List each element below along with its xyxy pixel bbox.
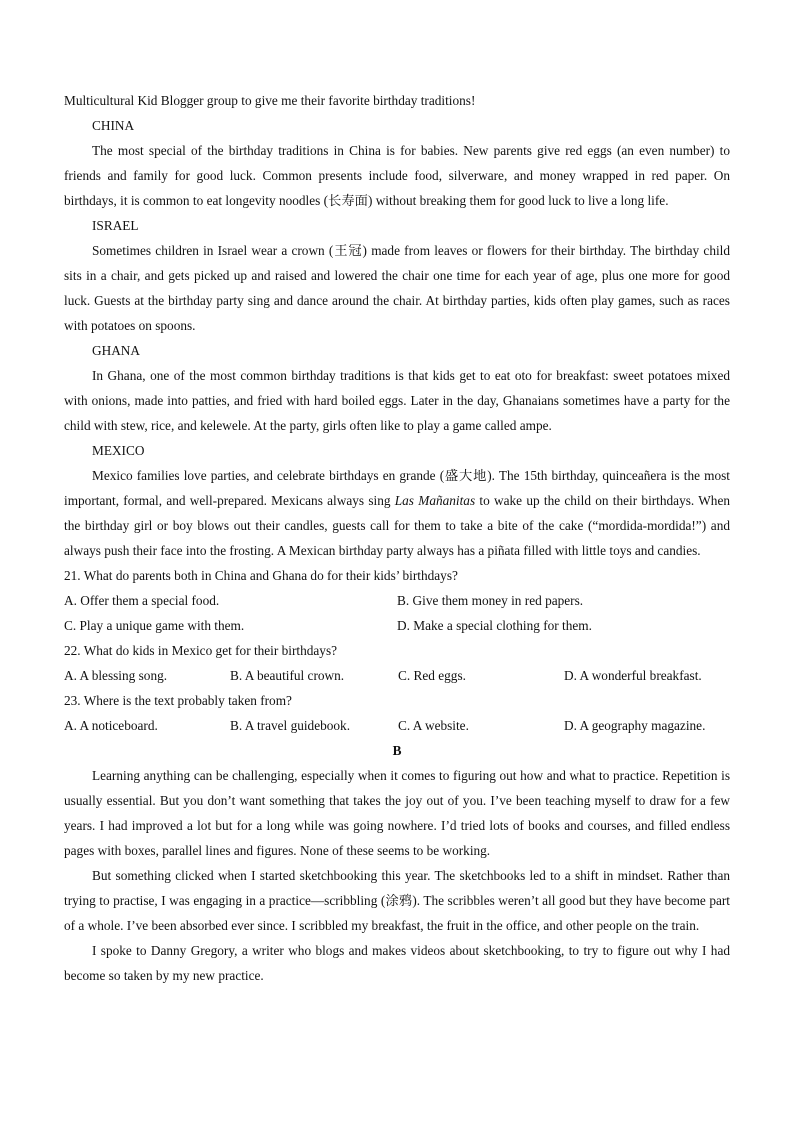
heading-china: CHINA — [92, 118, 135, 133]
intro-line: Multicultural Kid Blogger group to give me their favorite birthday traditions! — [64, 93, 476, 108]
option-21c: C. Play a unique game with them. — [64, 618, 245, 633]
option-21b: B. Give them money in red papers. — [397, 593, 584, 608]
heading-mexico: MEXICO — [92, 443, 145, 458]
question-22: 22. What do kids in Mexico get for their birthdays? — [64, 643, 338, 658]
question-21: 21. What do parents both in China and Ghana do for their kids’ birthdays? — [64, 568, 458, 583]
option-22b: B. A beautiful crown. — [230, 668, 345, 683]
section-b-paragraph: But something clicked when I started sketchbooking this year. The sketchbooks led to a shift in mindset. Rather than trying to practise, I was engaging in a practice—scribbling (涂鸦). The scribbles weren’t all good but they have become part of a whole. I’ve been absorbed ever since. I scribbled my breakfast, the fruit in the office, and other people on the train. — [64, 868, 730, 933]
paragraph-israel: Sometimes children in Israel wear a crown (王冠) made from leaves or flowers for their birthday. The birthday child sits in a chair, and gets picked up and raised and lowered the chair one time for each year of age, plus one more for good luck. Guests at the birthday party sing and dance around the chair. At birthday parties, kids often play games, such as races with potatoes on spoons. — [64, 243, 730, 333]
question-23: 23. Where is the text probably taken from? — [64, 693, 292, 708]
document-page — [64, 88, 730, 988]
option-22a: A. A blessing song. — [64, 668, 168, 683]
section-b-paragraph: I spoke to Danny Gregory, a writer who blogs and makes videos about sketchbooking, to try to figure out why I had become so taken by my new practice. — [64, 943, 730, 983]
option-23a: A. A noticeboard. — [64, 718, 158, 733]
paragraph-mexico — [64, 463, 730, 563]
question-21-options-row1 — [64, 588, 730, 613]
option-21d: D. Make a special clothing for them. — [397, 618, 592, 633]
option-21a: A. Offer them a special food. — [64, 593, 220, 608]
option-23c: C. A website. — [397, 718, 469, 733]
paragraph-china: The most special of the birthday traditions in China is for babies. New parents give red eggs (an even number) to friends and family for good luck. Common presents include food, silverware, and money wrapped in red paper. On birthdays, it is common to eat longevity noodles (长寿面) without breaking them for good luck to live a long life. — [64, 143, 730, 208]
mexico-text-before: Mexico families love parties, and celebrate birthdays en grande (盛大地). The 15th birthday, quinceañera is the most important, formal, and well-prepared. Mexicans always sing — [64, 468, 730, 508]
paragraph-ghana: In Ghana, one of the most common birthday traditions is that kids get to eat oto for breakfast: sweet potatoes mixed with onions, made into patties, and fried with hard boiled eggs. Later in the day, Ghanaians sometimes have a party for the child with stew, rice, and kelewele. At the party, girls often like to play a game called ampe. — [64, 368, 730, 433]
question-21-options-row2 — [64, 613, 730, 638]
option-22d: D. A wonderful breakfast. — [563, 668, 702, 683]
section-b-label: B — [392, 743, 402, 758]
option-23b: B. A travel guidebook. — [230, 718, 351, 733]
option-23d: D. A geography magazine. — [563, 718, 706, 733]
question-22-options — [64, 663, 730, 688]
section-b-paragraph: Learning anything can be challenging, especially when it comes to figuring out how and what to practice. Repetition is usually essential. But you don’t want something that takes the joy out of you. I’ve been teaching myself to draw for a few years. I had improved a lot but for a long while was going nowhere. I’d tried lots of books and courses, and filled endless pages with boxes, parallel lines and figures. None of these seems to be working. — [64, 768, 730, 858]
song-title: Las Mañanitas — [394, 493, 476, 508]
option-22c: C. Red eggs. — [397, 668, 466, 683]
heading-israel: ISRAEL — [92, 218, 139, 233]
mexico-text-after: to wake up the child on their birthdays. When the birthday girl or boy blows out their candles, guests call for them to take a bite of the cake (“mordida-mordida!”) and always push their face into the frosting. A Mexican birthday party always has a piñata filled with little toys and candies. — [64, 493, 730, 558]
heading-ghana: GHANA — [92, 343, 141, 358]
question-23-options — [64, 713, 730, 738]
